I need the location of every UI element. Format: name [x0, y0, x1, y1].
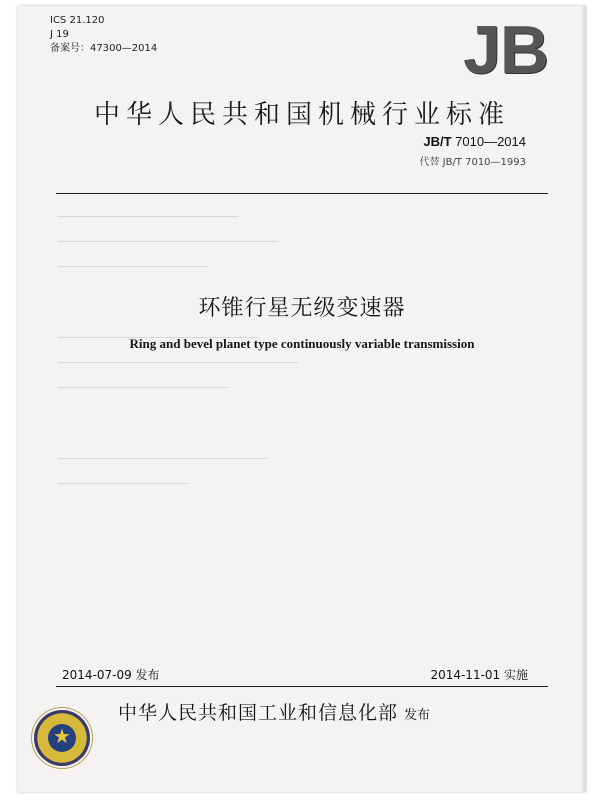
replaces-standard: 代替 JB/T 7010—1993 [419, 157, 526, 168]
title-chinese: 环锥行星无级变速器 [198, 296, 406, 321]
standard-cover-page [18, 6, 586, 792]
top-divider [56, 193, 548, 194]
standard-number [423, 134, 526, 149]
record-number: 备案号：47300—2014 [50, 43, 158, 54]
issuer [118, 698, 430, 725]
issuer-name: 中华人民共和国工业和信息化部 [118, 702, 399, 724]
bottom-divider [56, 686, 548, 687]
classification-block [50, 14, 157, 56]
ministry-seal-icon: ★ [34, 710, 90, 766]
ccs-code: J 19 [50, 29, 69, 40]
ics-code: ICS 21.120 [50, 15, 105, 26]
title-english: Ring and bevel planet type continuously variable transmission [129, 336, 475, 351]
jb-logo: JB [463, 12, 548, 88]
issuer-action: 发布 [404, 708, 431, 723]
publish-date: 2014-07-09 发布 [62, 668, 160, 682]
ministry-standard-title: 中华人民共和国机械行业标准 [93, 100, 510, 130]
effective-date: 2014-11-01 实施 [430, 668, 528, 682]
standard-number-value: 7010—2014 [455, 134, 526, 149]
standard-prefix: JB/T [423, 134, 452, 149]
